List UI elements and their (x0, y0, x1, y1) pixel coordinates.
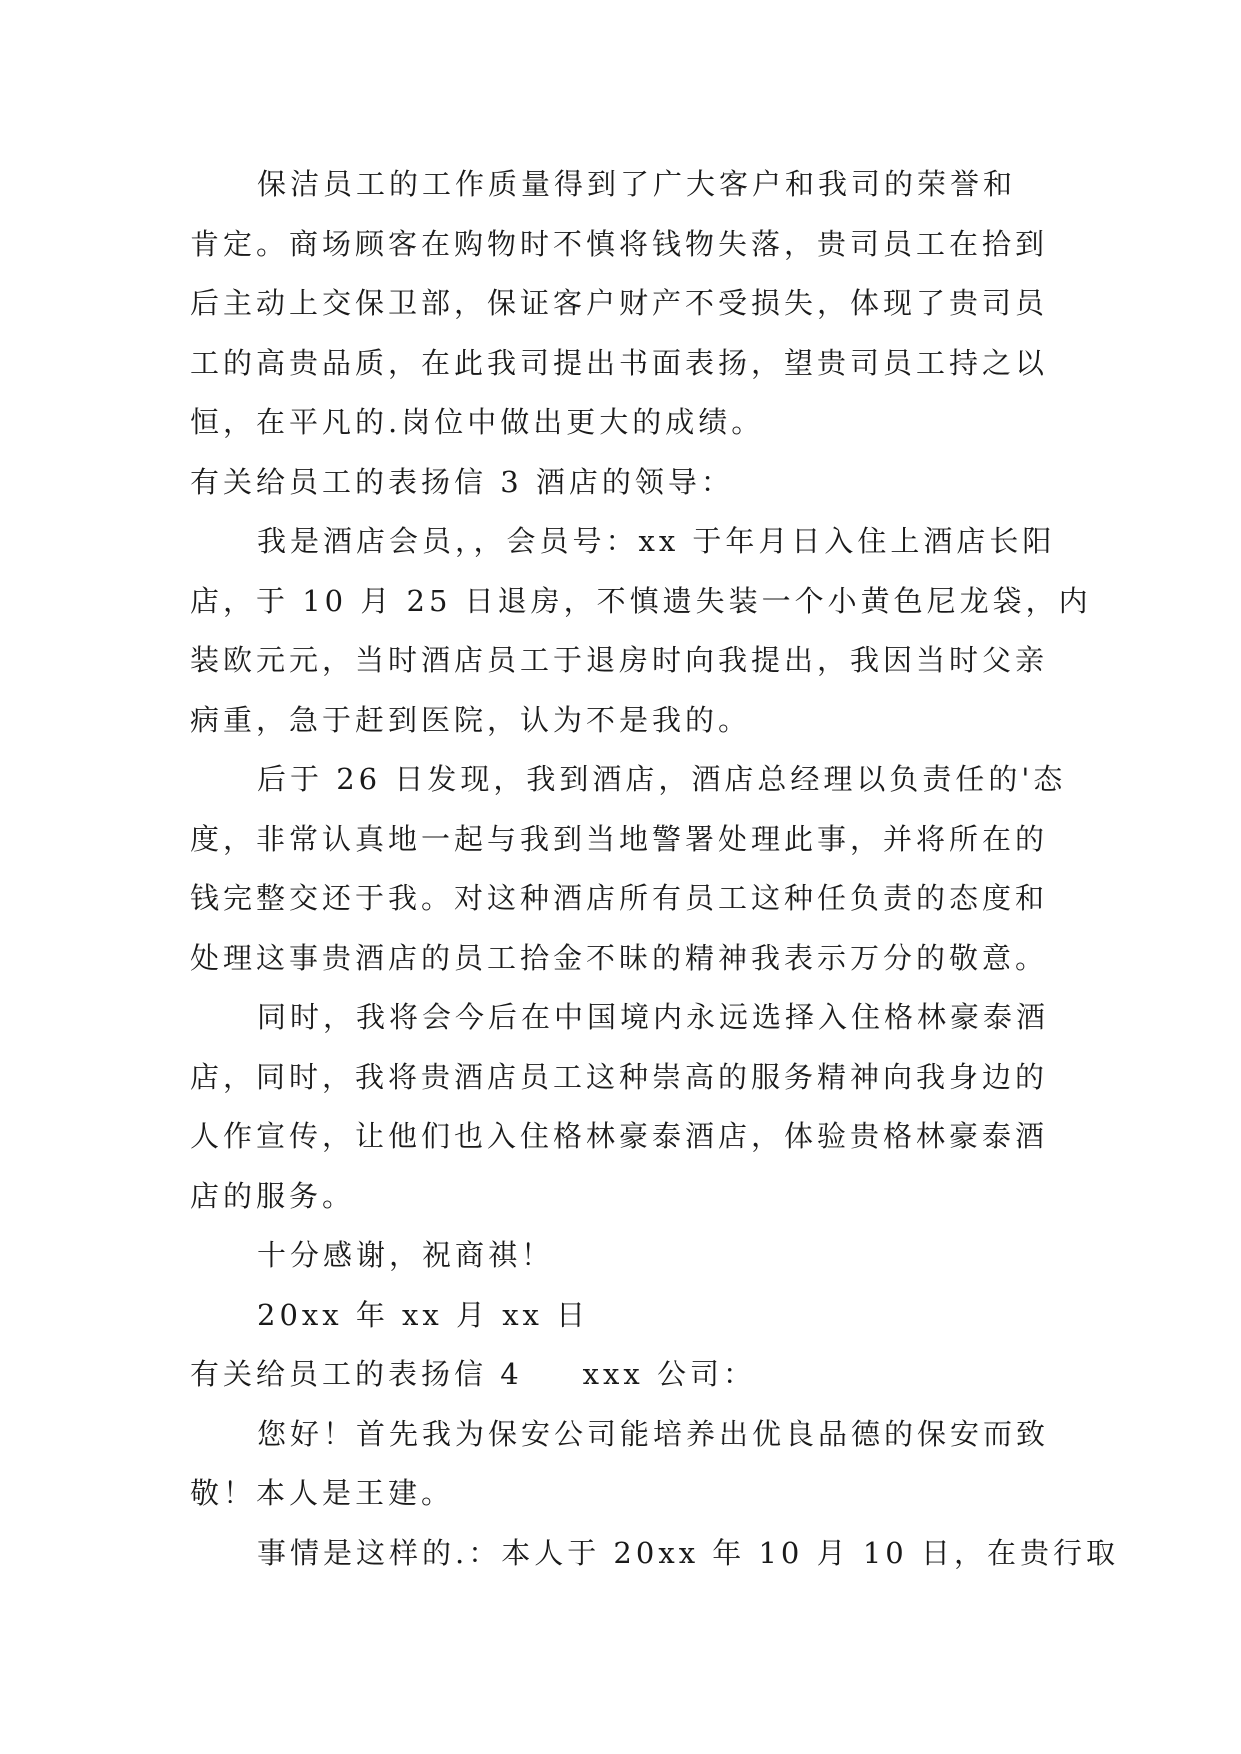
section-heading-4-addressee: xxx 公司： (582, 1357, 756, 1391)
paragraph-line: 工的高贵品质，在此我司提出书面表扬，望贵司员工持之以 (190, 345, 1049, 380)
paragraph-line: 人作宣传，让他们也入住格林豪泰酒店，体验贵格林豪泰酒 (190, 1119, 1049, 1153)
paragraph-line: 后主动上交保卫部，保证客户财产不受损失，体现了贵司员 (190, 286, 1049, 320)
paragraph-line: 保洁员工的工作质量得到了广大客户和我司的荣誉和 (257, 167, 1017, 201)
paragraph-line: 店的服务。 (190, 1178, 356, 1213)
section-heading-4 (190, 1345, 1070, 1405)
paragraph-line: 我是酒店会员，，会员号：xx 于年月日入住上酒店长阳 (257, 524, 1056, 558)
paragraph-line: 敬！本人是王建。 (190, 1476, 455, 1510)
paragraph-line: 店，于 10 月 25 日退房，不慎遗失装一个小黄色尼龙袋，内 (190, 583, 1092, 618)
section-heading-4-title: 有关给员工的表扬信 4 (190, 1357, 523, 1391)
document-body (190, 155, 1119, 1583)
date-line: 20xx 年 xx 月 xx 日 (257, 1297, 590, 1332)
paragraph-line: 同时，我将会今后在中国境内永远选择入住格林豪泰酒 (257, 1000, 1050, 1034)
paragraph-line: 事情是这样的.：本人于 20xx 年 10 月 10 日，在贵行取 (257, 1535, 1119, 1570)
paragraph-line: 钱完整交还于我。对这种酒店所有员工这种任负责的态度和 (190, 881, 1049, 915)
paragraph-line: 恒，在平凡的.岗位中做出更大的成绩。 (190, 405, 765, 439)
paragraph-line: 病重，急于赶到医院，认为不是我的。 (190, 702, 752, 737)
section-heading-3: 有关给员工的表扬信 3 酒店的领导： (190, 464, 734, 499)
closing-line: 十分感谢，祝商祺！ (257, 1238, 555, 1272)
paragraph-line: 装欧元元，当时酒店员工于退房时向我提出，我因当时父亲 (190, 643, 1049, 677)
paragraph-line: 处理这事贵酒店的员工拾金不昧的精神我表示万分的敬意。 (190, 940, 1049, 975)
paragraph-line: 您好！首先我为保安公司能培养出优良品德的保安而致 (257, 1416, 1050, 1451)
paragraph-line: 度，非常认真地一起与我到当地警署处理此事，并将所在的 (190, 821, 1049, 856)
paragraph-line: 店，同时，我将贵酒店员工这种崇高的服务精神向我身边的 (190, 1059, 1049, 1094)
paragraph-line: 后于 26 日发现，我到酒店，酒店总经理以负责任的'态 (257, 762, 1067, 796)
paragraph-line: 肯定。商场顾客在购物时不慎将钱物失落，贵司员工在拾到 (190, 226, 1049, 261)
